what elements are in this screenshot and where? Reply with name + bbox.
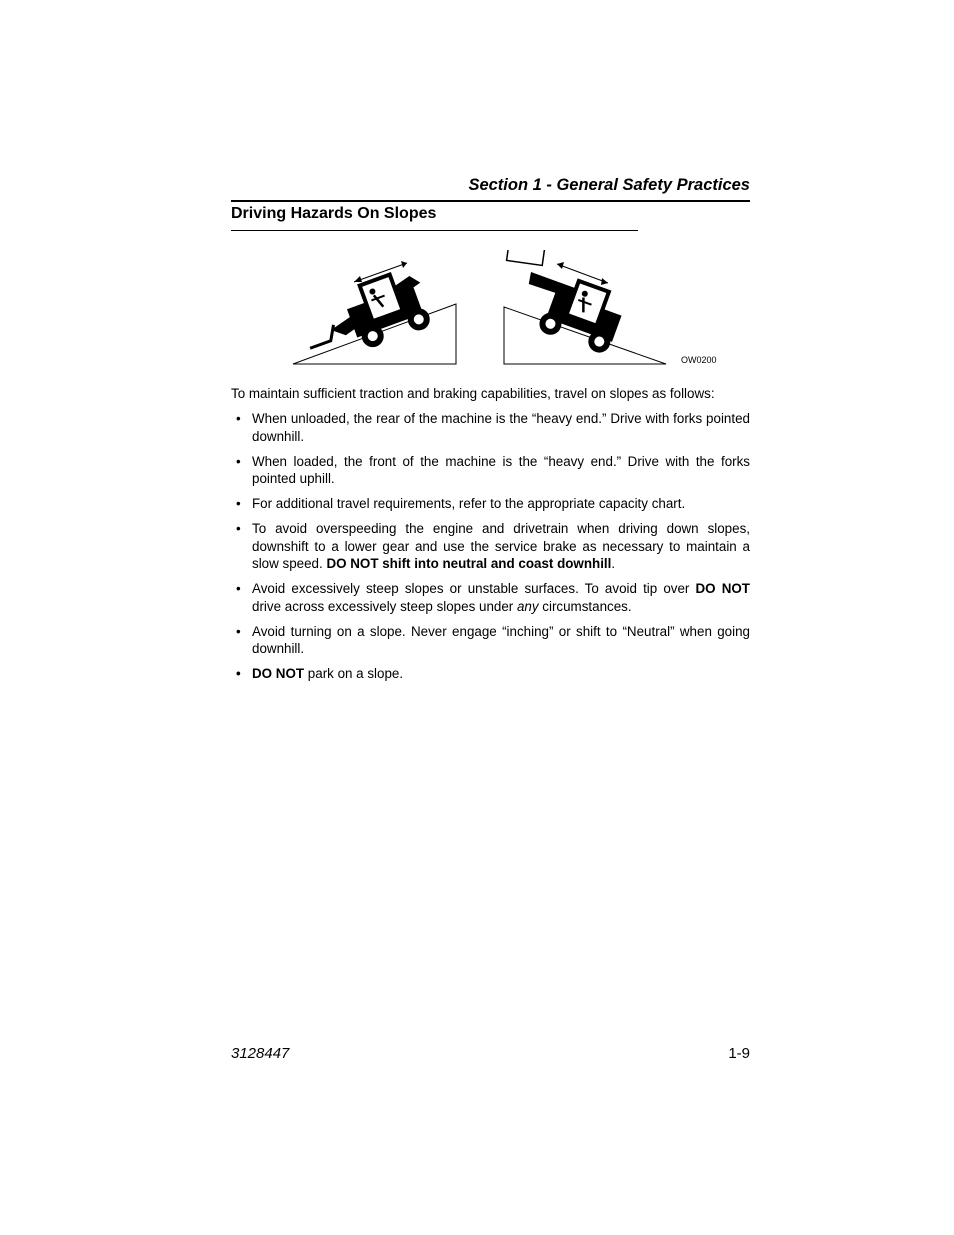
- bullet-text: .: [611, 556, 616, 571]
- heading-underline: [231, 230, 638, 231]
- bullet-italic: any: [516, 598, 539, 614]
- list-item: [231, 410, 750, 445]
- bullet-text: circumstances.: [538, 598, 632, 614]
- bullet-marker: •: [236, 581, 241, 596]
- bullet-marker: •: [236, 666, 241, 681]
- unloaded-machine-figure: [293, 261, 456, 368]
- section-title: Section 1 - General Safety Practices: [468, 176, 750, 194]
- safety-bullet-list: [231, 410, 750, 690]
- bullet-text: When unloaded, the rear of the machine is the “heavy end.” Drive with forks pointed downhill.: [252, 411, 750, 444]
- page-number: 1-9: [728, 1045, 750, 1062]
- bullet-marker: •: [236, 411, 241, 426]
- bullet-text: For additional travel requirements, refer to the appropriate capacity chart.: [252, 496, 686, 511]
- loaded-machine-figure: [482, 250, 666, 364]
- bullet-text: When loaded, the front of the machine is the “heavy end.” Drive with the forks pointed uphill.: [252, 453, 750, 486]
- bullet-text: Avoid turning on a slope. Never engage “inching” or shift to “Neutral” when going downhill.: [252, 623, 750, 656]
- bullet-emphasis: DO NOT shift into neutral and coast downhill: [326, 556, 612, 571]
- figure-code: OW0200: [681, 355, 717, 365]
- bullet-emphasis: DO NOT: [695, 581, 750, 596]
- page-heading: Driving Hazards On Slopes: [231, 205, 437, 222]
- bullet-marker: •: [236, 521, 241, 536]
- bullet-emphasis: DO NOT: [252, 666, 305, 681]
- bullet-text: park on a slope.: [304, 666, 404, 681]
- document-number: 3128447: [231, 1045, 290, 1062]
- bullet-marker: •: [236, 453, 241, 469]
- bullet-marker: •: [236, 623, 241, 639]
- bullet-marker: •: [236, 496, 241, 511]
- list-item: [231, 580, 750, 615]
- intro-paragraph: To maintain sufficient traction and braking capabilities, travel on slopes as follows:: [231, 386, 715, 401]
- section-divider: [231, 200, 750, 202]
- list-item: [231, 453, 750, 488]
- list-item: [231, 623, 750, 658]
- bullet-text: To avoid overspeeding the engine and drivetrain when driving down slopes, downshift to a lower gear and use the service brake as necessary to maintain a slow speed.: [252, 521, 750, 571]
- slope-illustration: [231, 250, 750, 375]
- bullet-text: Avoid excessively steep slopes or unstable surfaces. To avoid tip over: [252, 581, 696, 596]
- bullet-text: drive across excessively steep slopes under: [252, 598, 517, 614]
- list-item: [231, 665, 750, 683]
- list-item: [231, 495, 750, 513]
- list-item: [231, 520, 750, 573]
